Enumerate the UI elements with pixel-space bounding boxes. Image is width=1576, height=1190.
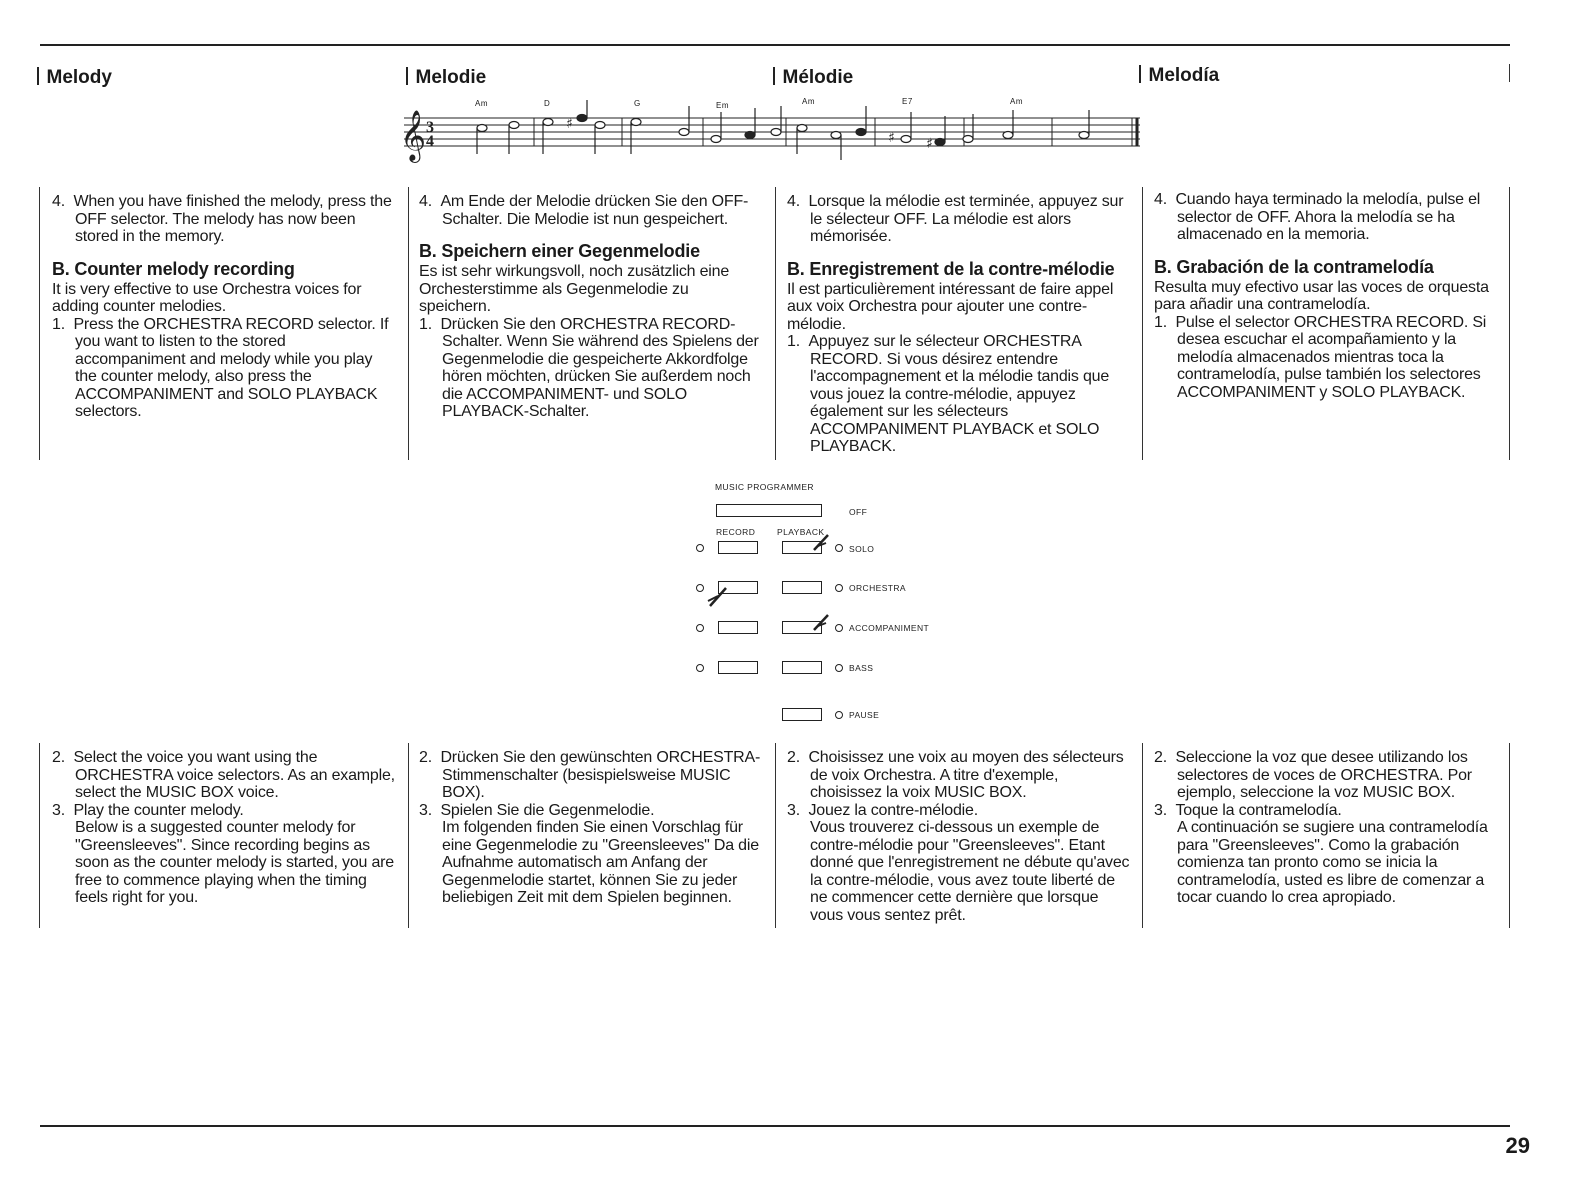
top-right-tick (1509, 64, 1510, 82)
record-indicator-bass (696, 664, 704, 672)
chord-label: Em (716, 101, 729, 110)
step-1: 1. Drücken Sie den ORCHESTRA RECORD-Schalter. Wenn Sie während des Spielens der Gegenmelodie die gespeicherte Akkordfolge hören möchten, drücken Sie außerdem noch die ACCOMPANIMENT- und SOLO PLAYBACK-Schalter. (419, 315, 759, 420)
record-indicator-accompaniment (696, 624, 704, 632)
intro-text: Es ist sehr wirkungsvoll, noch zusätzlich eine Orchesterstimme als Gegenmelodie zu speichern. (419, 263, 730, 315)
music-staff (396, 92, 1144, 164)
step-4: 4. Lorsque la mélodie est terminée, appuyez sur le sélecteur OFF. La mélodie est alors mémorisée. (787, 193, 1124, 245)
step-3-detail: Im folgenden finden Sie einen Vorschlag für eine Gegenmelodie zu "Greensleeves" Da die Aufnahme automatisch am Anfang der Gegenmelodie startet, können Sie zu jeder beliebigen Zeit mit dem Spielen beginnen. (442, 819, 759, 906)
subheading-counter-melody: B. Counter melody recording (52, 258, 295, 279)
step-2: 2. Choisissez une voix au moyen des sélecteurs de voix Orchestra. A titre d'exemple, choisissez la voix MUSIC BOX. (787, 749, 1124, 801)
record-label: RECORD (716, 527, 756, 537)
record-bass-selector[interactable] (718, 661, 758, 674)
column-rule (39, 743, 40, 928)
english-lower-column (52, 749, 396, 907)
step-2: 2. Drücken Sie den gewünschten ORCHESTRA-Stimmenschalter (besispielsweise MUSIC BOX). (419, 749, 761, 801)
german-upper-column (419, 193, 763, 421)
column-rule (1142, 743, 1143, 928)
playback-label: PLAYBACK (777, 527, 825, 537)
step-3-detail: A continuación se sugiere una contramelodía para "Greensleeves". Como la grabación comienza tan pronto como se inicia la contramelodía, usted es libre de comenzar a tocar cuando lo crea apropiado. (1177, 819, 1488, 906)
step-2: 2. Seleccione la voz que desee utilizando los selectores de voces de ORCHESTRA. Por ejemplo, seleccione la voz MUSIC BOX. (1154, 749, 1472, 801)
column-rule (408, 743, 409, 928)
diagram-title: MUSIC PROGRAMMER (715, 482, 814, 492)
top-rule (40, 44, 1510, 46)
music-programmer-diagram (688, 480, 948, 730)
svg-text:3: 3 (426, 119, 434, 136)
german-lower-column (419, 749, 763, 907)
playback-bass-selector[interactable] (782, 661, 822, 674)
off-selector[interactable] (716, 504, 822, 517)
step-3: 3. Play the counter melody. (52, 801, 244, 819)
pause-indicator (835, 711, 843, 719)
step-4: 4. Cuando haya terminado la melodía, pulse el selector de OFF. Ahora la melodía se ha almacenado en la memoria. (1154, 191, 1481, 243)
intro-text: Resulta muy efectivo usar las voces de orquesta para añadir una contramelodía. (1154, 278, 1489, 313)
french-upper-column (787, 193, 1131, 456)
chord-label: Am (802, 97, 815, 106)
playback-indicator-orchestra (835, 584, 843, 592)
playback-indicator-solo (835, 544, 843, 552)
record-accompaniment-selector[interactable] (718, 621, 758, 634)
svg-text:♯: ♯ (926, 136, 933, 152)
step-1: 1. Press the ORCHESTRA RECORD selector. If you want to listen to the stored accompaniment and melody while you play the counter melody, also press the ACCOMPANIMENT and SOLO PLAYBACK selectors. (52, 315, 389, 420)
step-2: 2. Select the voice you want using the ORCHESTRA voice selectors. As an example, select the MUSIC BOX voice. (52, 749, 395, 801)
step-3: 3. Spielen Sie die Gegenmelodie. (419, 801, 655, 819)
pressed-mark-icon (812, 612, 832, 632)
pause-label: PAUSE (849, 710, 880, 720)
step-4: 4. When you have finished the melody, press the OFF selector. The melody has now been stored in the memory. (52, 193, 392, 245)
svg-text:♯: ♯ (566, 116, 573, 132)
column-rule (1509, 187, 1510, 460)
accompaniment-label: ACCOMPANIMENT (849, 623, 930, 633)
bass-label: BASS (849, 663, 874, 673)
intro-text: It is very effective to use Orchestra voices for adding counter melodies. (52, 280, 362, 315)
spanish-upper-column (1154, 191, 1500, 401)
subheading-counter-melody: B. Enregistrement de la contre-mélodie (787, 258, 1115, 279)
solo-label: SOLO (849, 544, 875, 554)
step-1: 1. Appuyez sur le sélecteur ORCHESTRA RECORD. Si vous désirez entendre l'accompagnement et la mélodie tandis que vous jouez la contre-mélodie, appuyez également sur les sélecteurs ACCOMPANIMENT PLAYBACK et SOLO PLAYBACK. (787, 333, 1110, 455)
bottom-rule (40, 1125, 1510, 1127)
orchestra-label: ORCHESTRA (849, 583, 906, 593)
pressed-mark-icon (812, 532, 832, 552)
playback-orchestra-selector[interactable] (782, 581, 822, 594)
column-rule (775, 743, 776, 928)
subheading-counter-melody: B. Grabación de la contramelodía (1154, 256, 1434, 277)
chord-label: Am (1010, 97, 1023, 106)
step-3: 3. Toque la contramelodía. (1154, 801, 1342, 819)
svg-text:♯: ♯ (888, 130, 895, 146)
step-1: 1. Pulse el selector ORCHESTRA RECORD. Si desea escuchar el acompañamiento y la melodía almacenados mientras toca la contramelodía, pulse también los selectores ACCOMPANIMENT y SOLO PLAYBACK. (1154, 313, 1487, 401)
heading-melody-de: Melodie (406, 67, 486, 89)
heading-melody-fr: Mélodie (773, 67, 853, 89)
spanish-lower-column (1154, 749, 1500, 907)
step-3-detail: Vous trouverez ci-dessous un exemple de contre-mélodie pour "Greensleeves". Etant donné que l'enregistrement ne débute qu'avec la contre-mélodie, vous avez toute liberté de ne commencer cette dernière que lorsque vous vous sentez prêt. (810, 819, 1130, 924)
record-solo-selector[interactable] (718, 541, 758, 554)
chord-label: D (544, 99, 551, 108)
french-lower-column (787, 749, 1131, 924)
step-3: 3. Jouez la contre-mélodie. (787, 801, 978, 819)
step-4: 4. Am Ende der Melodie drücken Sie den OFF-Schalter. Die Melodie ist nun gespeichert. (419, 193, 749, 228)
english-upper-column (52, 193, 394, 421)
record-indicator-orchestra (696, 584, 704, 592)
intro-text: Il est particulièrement intéressant de faire appel aux voix Orchestra pour ajouter une contre-mélodie. (787, 280, 1114, 333)
heading-melody-es: Melodía (1139, 65, 1219, 87)
off-label: OFF (849, 507, 868, 517)
subheading-counter-melody: B. Speichern einer Gegenmelodie (419, 241, 700, 261)
chord-label: Am (475, 99, 488, 108)
svg-text:𝄞: 𝄞 (400, 110, 427, 161)
step-3-detail: Below is a suggested counter melody for "Greensleeves". Since recording begins as soon as the counter melody is started, you are free to commence playing when the timing feels right for you. (75, 819, 394, 906)
heading-melody-en: Melody (37, 67, 112, 89)
column-rule (1142, 187, 1143, 460)
record-indicator-solo (696, 544, 704, 552)
column-rule (39, 187, 40, 460)
column-rule (1509, 743, 1510, 928)
column-rule (408, 187, 409, 460)
melody-score (396, 92, 1144, 164)
column-rule (775, 187, 776, 460)
svg-text:4: 4 (426, 133, 434, 150)
playback-indicator-bass (835, 664, 843, 672)
pressed-mark-icon (704, 584, 728, 608)
chord-label: E7 (902, 97, 913, 106)
page-number: 29 (1505, 1133, 1530, 1158)
playback-indicator-accompaniment (835, 624, 843, 632)
chord-label: G (634, 99, 641, 108)
pause-selector[interactable] (782, 708, 822, 721)
